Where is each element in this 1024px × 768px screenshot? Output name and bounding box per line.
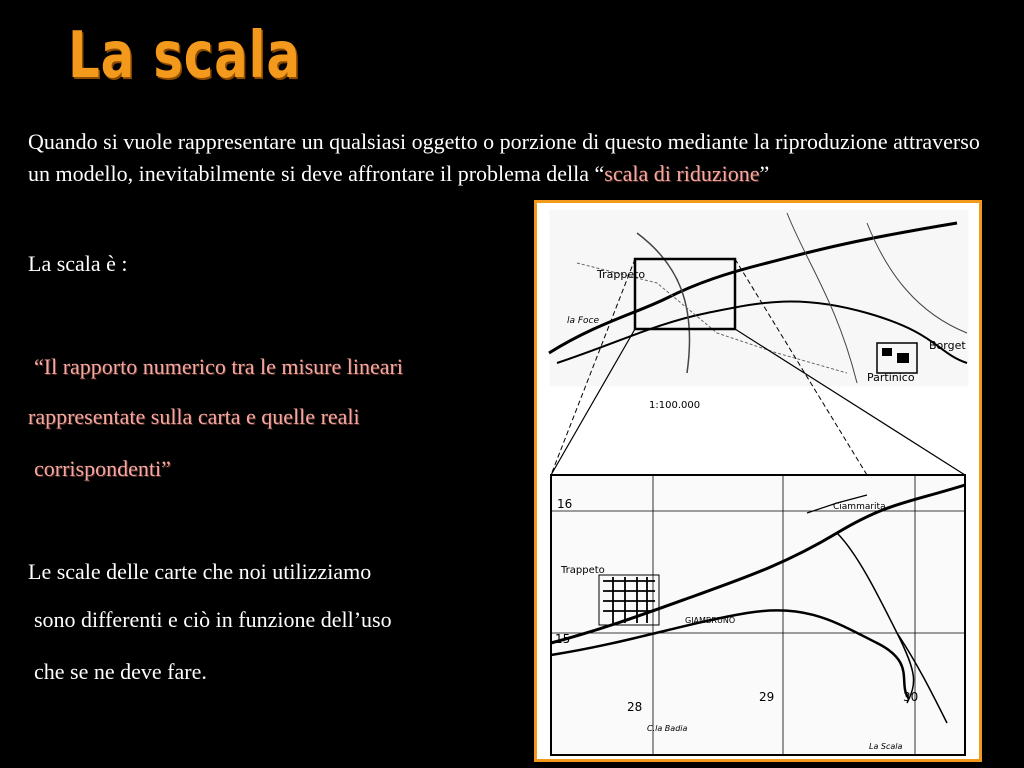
grid-label-15: 15	[555, 632, 571, 646]
top-map	[549, 209, 969, 411]
grid-label-16: 16	[557, 497, 573, 511]
top-map-trappeto: Trappeto	[597, 268, 646, 281]
definition-quote-line2: rappresentate sulla carta e quelle reali	[28, 404, 360, 429]
definition-quote-line1: “Il rapporto numerico tra le misure lineari	[34, 354, 403, 379]
grid-label-30: 30	[903, 690, 919, 704]
top-map-borget: Borget	[929, 339, 966, 352]
grid-label-28: 28	[627, 700, 643, 714]
grid-label-29: 29	[759, 690, 775, 704]
scales-text-line2: sono differenti e ciò in funzione dell’uso	[34, 607, 392, 632]
scales-text-line3: che se ne deve fare.	[34, 659, 207, 684]
intro-paragraph	[28, 126, 998, 190]
bottom-map	[551, 475, 965, 755]
map-illustration	[537, 203, 979, 759]
bottom-map-la-scala: La Scala	[869, 742, 903, 751]
bottom-map-c-la-badia: C.la Badia	[647, 724, 688, 733]
bottom-map-ciammarita: Ciammarita	[833, 502, 886, 512]
intro-end-quote: ”	[759, 161, 770, 186]
map-figure	[534, 200, 982, 762]
bottom-map-giambruno: GIAMBRUNO	[685, 616, 736, 625]
bottom-map-trappeto: Trappeto	[561, 565, 605, 576]
definition-quote-line3: corrispondenti”	[34, 456, 171, 481]
map-scale-label: 1:100.000	[649, 400, 701, 411]
top-map-la-foce: la Foce	[567, 316, 600, 326]
definition-lead: La scala è :	[28, 251, 128, 276]
scala-di-riduzione-highlight: scala di riduzione	[604, 161, 760, 186]
scales-text-line1: Le scale delle carte che noi utilizziamo	[28, 559, 372, 584]
slide-title: La scala	[68, 19, 301, 93]
top-map-partinico: Partinico	[867, 371, 915, 384]
intro-text: Quando si vuole rappresentare un qualsiasi oggetto o porzione di questo mediante la riproduzione attraverso un modello, inevitabilmente si deve affrontare il problema della “	[28, 129, 980, 186]
